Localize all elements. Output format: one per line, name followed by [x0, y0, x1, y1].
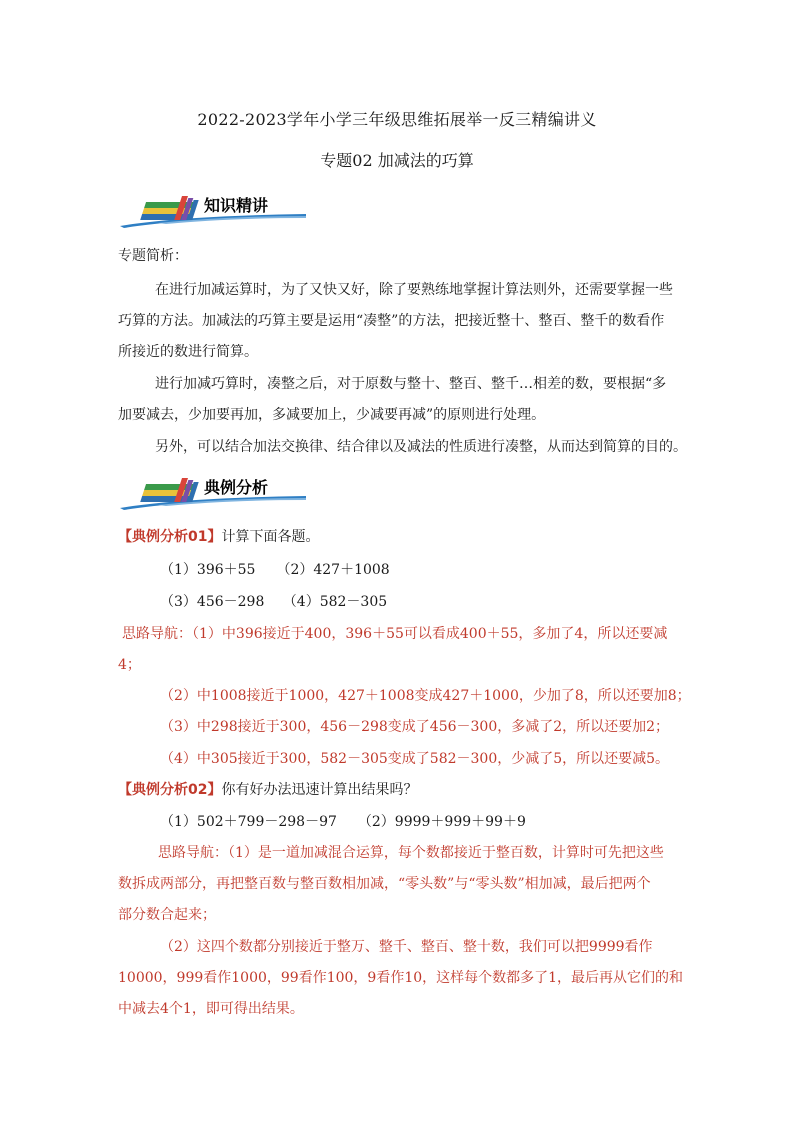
- document-title: 2022-2023学年小学三年级思维拓展举一反三精编讲义: [197, 110, 597, 129]
- example-2-solution-line: 数拆成两部分，再把整百数与整百数相加减，“零头数”与“零头数”相加减，最后把两个: [118, 876, 651, 892]
- section-label: 典例分析: [204, 478, 269, 497]
- example-1-solution-line: 思路导航：（1）中396接近于400，396＋55可以看成400＋55，多加了4，所以还要减: [122, 626, 668, 642]
- section-banner-knowledge: [118, 190, 308, 230]
- example-1-solution-line: （2）中1008接近于1000，427＋1008变成427＋1000，少加了8，所以还要加8；: [160, 688, 691, 704]
- intro-heading: 专题简析：: [118, 248, 188, 264]
- section-banner-examples: [118, 472, 308, 512]
- example-1-solution-line: （3）中298接近于300，456－298变成了456－300，多减了2，所以还要加2；: [160, 719, 670, 735]
- document-subtitle: 专题02 加减法的巧算: [320, 151, 474, 170]
- example-2-header: [118, 780, 680, 800]
- example-1-solution-line: 4；: [118, 657, 141, 673]
- intro-paragraph-line: 所接近的数进行简算。: [118, 344, 258, 360]
- example-1-question: 计算下面各题。: [221, 529, 320, 545]
- example-2-problems: （1）502＋799－298－97 （2）9999＋999＋99＋9: [160, 814, 526, 830]
- example-2-tag: 【典例分析02】: [118, 782, 222, 798]
- intro-paragraph-line: 加要减去，少加要再加，多减要加上，少减要再减”的原则进行处理。: [118, 407, 546, 423]
- section-label: 知识精讲: [204, 196, 269, 215]
- intro-paragraph-line: 另外，可以结合加法交换律、结合律以及减法的性质进行凑整，从而达到简算的目的。: [155, 439, 687, 455]
- example-2-solution-line: 中减去4个1，即可得出结果。: [118, 1001, 304, 1017]
- intro-paragraph-line: 巧算的方法。加减法的巧算主要是运用“凑整”的方法，把接近整十、整百、整千的数看作: [118, 313, 665, 329]
- example-1-tag: 【典例分析01】: [118, 529, 222, 545]
- example-2-solution-line: （2）这四个数都分别接近于整万、整千、整百、整十数，我们可以把9999看作: [160, 939, 653, 955]
- example-1-problems: （1）396＋55 （2）427＋1008: [160, 562, 390, 578]
- example-2-solution-line: 10000，999看作1000，99看作100，9看作10，这样每个数都多了1，最后再从它们的和: [118, 970, 684, 986]
- example-2-solution-line: 部分数合起来；: [118, 907, 216, 923]
- example-1-solution-line: （4）中305接近于300，582－305变成了582－300，少减了5，所以还要减5。: [160, 751, 670, 767]
- example-2-solution-line: 思路导航：（1）是一道加减混合运算，每个数都接近于整百数，计算时可先把这些: [158, 845, 664, 861]
- intro-paragraph-line: 进行加减巧算时，凑整之后，对于原数与整十、整百、整千…相差的数，要根据“多: [155, 376, 667, 392]
- intro-paragraph-line: 在进行加减运算时，为了又快又好，除了要熟练地掌握计算法则外，还需要掌握一些: [155, 282, 673, 298]
- example-1-header: [118, 527, 680, 547]
- example-2-question: 你有好办法迅速计算出结果吗？: [221, 782, 418, 798]
- example-1-problems: （3）456－298 （4）582－305: [160, 594, 388, 610]
